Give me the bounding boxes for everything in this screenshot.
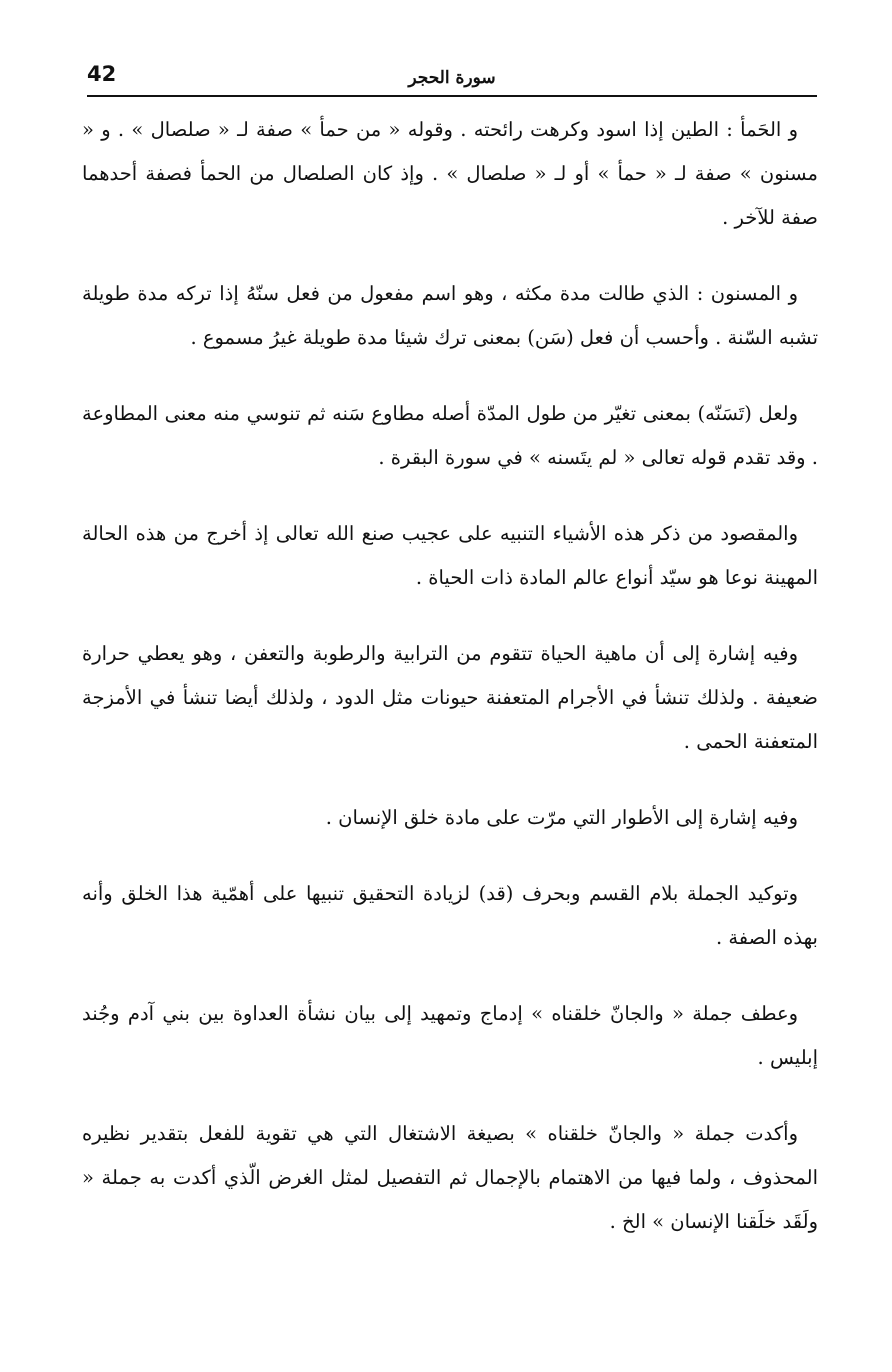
paragraph: وتوكيد الجملة بلام القسم وبحرف (قد) لزيادة التحقيق تنبيها على أهمّية هذا الخلق وأنه بهذه الصفة . (82, 882, 818, 949)
header-divider (87, 95, 817, 97)
page-number: 42 (87, 62, 117, 86)
running-title: سورة الحجر (408, 68, 496, 88)
paragraph: والمقصود من ذكر هذه الأشياء التنبيه على عجيب صنع الله تعالى إذ أخرج من هذه الحالة المهينة نوعا هو سيّد أنواع عالم المادة ذات الحياة . (82, 522, 818, 589)
paragraph: و المسنون : الذي طالت مدة مكثه ، وهو اسم مفعول من فعل سنّهُ إذا تركه مدة طويلة تشبه السّنة . وأحسب أن فعل (سَن) بمعنى ترك شيئا مدة طويلة غيرُ مسموع . (82, 282, 818, 349)
paragraph: وعطف جملة « والجانّ خلقناه » إدماج وتمهيد إلى بيان نشأة العداوة بين بني آدم وجُند إبليس . (82, 1002, 818, 1069)
body-text (82, 108, 818, 1244)
paragraph: ولعل (تَسَنّه) بمعنى تغيّر من طول المدّة أصله مطاوع سَنه ثم تنوسي منه معنى المطاوعة . وقد تقدم قوله تعالى « لم يتَسنه » في سورة البقرة . (82, 402, 818, 469)
paragraph: وأكدت جملة « والجانّ خلقناه » بصيغة الاشتغال التي هي تقوية للفعل بتقدير نظيره المحذوف ، ولما فيها من الاهتمام بالإجمال ثم التفصيل لمثل الغرض الّذي أكدت به جملة « ولَقَد خلَقنا الإنسان » الخ . (82, 1122, 818, 1233)
paragraph: وفيه إشارة إلى أن ماهية الحياة تتقوم من الترابية والرطوبة والتعفن ، وهو يعطي حرارة ضعيفة . ولذلك تنشأ في الأجرام المتعفنة حيونات مثل الدود ، ولذلك أيضا تنشأ في الأمزجة المتعفنة الحمى . (82, 642, 818, 753)
paragraph: وفيه إشارة إلى الأطوار التي مرّت على مادة خلق الإنسان . (325, 806, 798, 829)
page-header (87, 58, 817, 98)
paragraph: و الحَمأ : الطين إذا اسود وكرهت رائحته . وقوله « من حمأ » صفة لـ « صلصال » . و « مسنون » صفة لـ « حمأ » أو لـ « صلصال » . وإذ كان الصلصال من الحمأ فصفة أحدهما صفة للآخر . (82, 118, 818, 229)
